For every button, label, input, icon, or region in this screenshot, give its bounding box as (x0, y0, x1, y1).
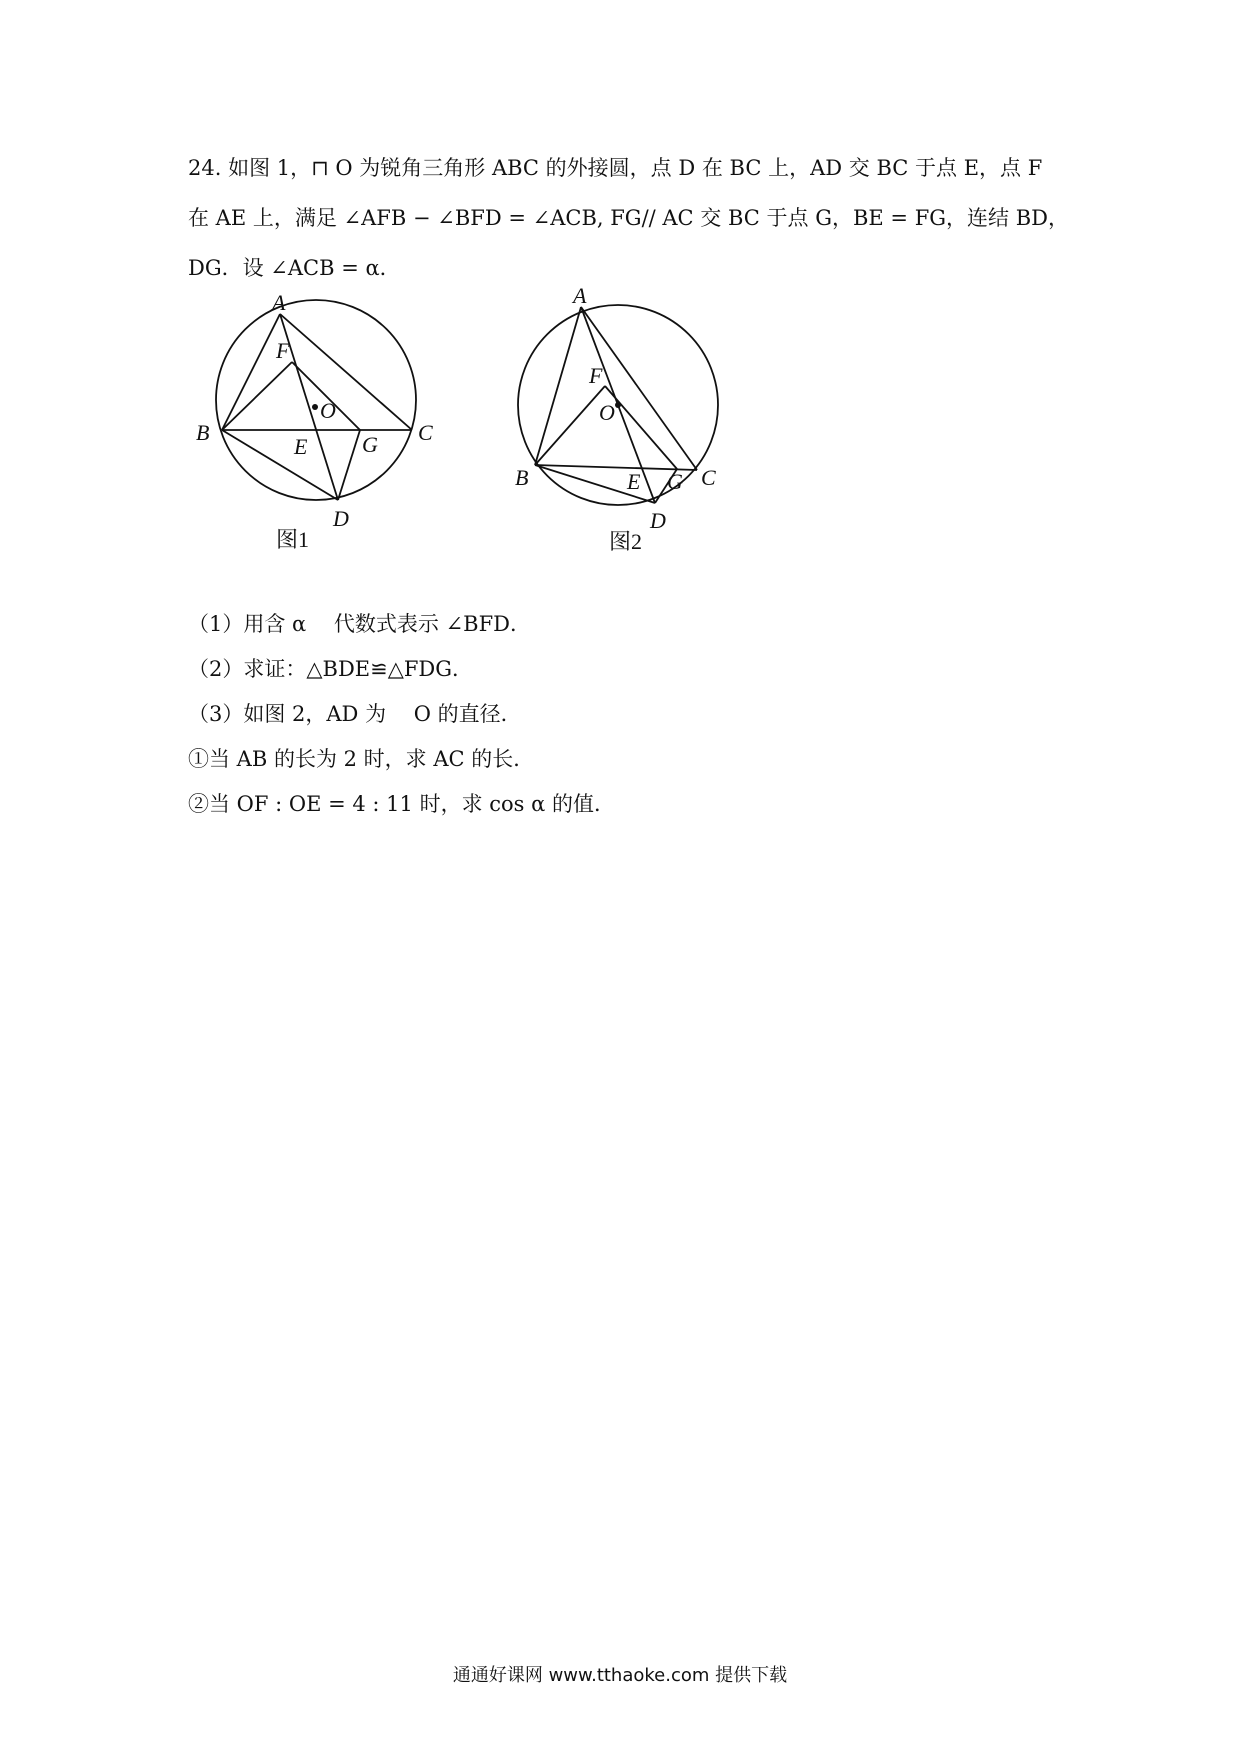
label-d-2: D (650, 508, 666, 533)
label-e-2: E (627, 469, 641, 494)
label-e-1: E (294, 434, 308, 459)
center-point-o-2 (615, 402, 621, 408)
figure-1-diagram (190, 290, 450, 560)
segment-bf-1 (222, 362, 292, 430)
segment-ac-1 (280, 314, 412, 430)
label-b-2: B (515, 465, 529, 490)
question-3: （3）如图 2，AD 为 O 的直径． (188, 702, 522, 726)
label-c-2: C (701, 465, 716, 490)
label-b-1: B (196, 420, 210, 445)
label-f-2: F (589, 363, 603, 388)
label-f-1: F (276, 338, 290, 363)
figure-2-diagram (505, 285, 765, 560)
question-1: （1）用含 α 代数式表示 ∠BFD． (188, 612, 532, 636)
problem-line-3: DG．设 ∠ACB = α． (188, 256, 401, 280)
label-a-1: A (272, 290, 286, 315)
label-g-2: G (667, 469, 683, 494)
figure-1 (190, 290, 450, 560)
label-g-1: G (362, 432, 378, 457)
segment-ac-2 (581, 307, 697, 470)
label-o-1: O (320, 398, 336, 423)
caption-figure-1: 图1 (276, 527, 310, 552)
segment-ab-1 (222, 314, 280, 430)
segment-ab-2 (535, 307, 581, 465)
center-point-o-1 (312, 404, 318, 410)
label-o-2: O (599, 400, 615, 425)
segment-dg-1 (338, 430, 360, 500)
question-3-part-2: ②当 OF : OE = 4 : 11 时，求 cos α 的值． (188, 792, 615, 816)
problem-line-2: 在 AE 上，满足 ∠AFB − ∠BFD = ∠ACB, FG// AC 交 BC 于点 G，BE = FG，连结 BD， (188, 206, 1069, 230)
caption-figure-2: 图2 (609, 529, 643, 554)
label-c-1: C (418, 420, 433, 445)
question-3-part-1: ①当 AB 的长为 2 时，求 AC 的长． (188, 747, 535, 771)
circle-o-1 (216, 300, 416, 500)
segment-bf-2 (535, 386, 605, 465)
figure-2 (505, 285, 765, 560)
question-2: （2）求证：△BDE≌△FDG． (188, 657, 474, 681)
label-d-1: D (333, 506, 349, 531)
label-a-2: A (573, 285, 587, 308)
footer-source-text: 通通好课网 www.tthaoke.com 提供下载 (452, 1665, 788, 1686)
problem-line-1: 24. 如图 1，⊓ O 为锐角三角形 ABC 的外接圆，点 D 在 BC 上，AD 交 BC 于点 E，点 F (188, 156, 1043, 180)
